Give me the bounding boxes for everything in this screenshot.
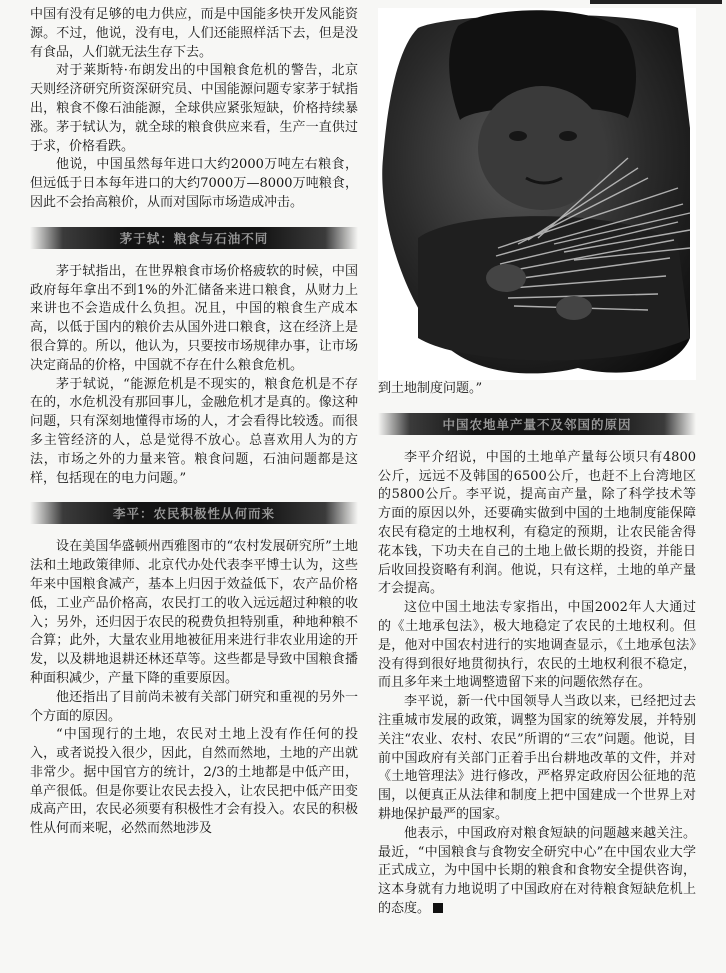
paragraph: [378, 825, 696, 919]
paragraph: 设在美国华盛顿州西雅图市的“农村发展研究所”土地法和土地政策律师、北京代办处代表李平博士认为，这些年来中国粮食减产，基本上归因于效益低下，农产品价格低，工业产品价格高，农民打工的收入远远超过种粮的收入；另外，还归因于农民的税费负担特别重，种地种粮不合算；此外，大量农业用地被征用来进行非农业用途的开发，以及耕地退耕还林还草等。这些都是导致中国粮食播种面积减少，产量下降的重要原因。: [30, 539, 358, 686]
paragraph: 中国有没有足够的电力供应，而是中国能多快开发风能资源。不过，他说，没有电，人们还能照样活下去，但是没有食品，人们就无法生存下去。: [30, 7, 358, 60]
photo-farmer-with-straw-icon: [378, 8, 696, 380]
paragraph: 李平介绍说，中国的土地单产量每公顷只有4800公斤，远远不及韩国的6500公斤，也赶不上台湾地区的5800公斤。李平说，提高亩产量，除了科学技术等方面的原因以外，还要确实做到中国的土地制度能保障农民有稳定的土地权利，有稳定的预期，让农民能舍得花本钱，下功夫在自己的土地上做长期的投资，并能日后收回投资略有利润。他说，只有这样，土地的单产量才会提高。: [378, 449, 696, 597]
paragraph-text: 他表示，中国政府对粮食短缺的问题越来越关注。最近，“中国粮食与食物安全研究中心”在中国农业大学正式成立，为中国中长期的粮食和食物安全提供咨询，这本身就有力地说明了中国政府在对待粮食短缺危机上的态度。: [378, 825, 696, 916]
paragraph: 茅于轼指出，在世界粮食市场价格疲软的时候，中国政府每年拿出不到1%的外汇储备来进口粮食，从财力上来讲也不会造成什么负担。况且，中国的粮食生产成本高，以低于国内的粮价去从国外进口粮食，这在经济上是很合算的。所以，他认为，只要按市场规律办事，让市场决定商品的价格，中国就不存在什么粮食危机。: [30, 263, 358, 373]
paragraph: 茅于轼说，“能源危机是不现实的，粮食危机是不存在的，水危机没有那回事儿，金融危机才是真的。像这种问题，只有深刻地懂得市场的人，才会看得比较透。而很多主管经济的人，总是觉得不放心。总喜欢用人为的方法，市场之外的力量来管。粮食问题，石油问题都是这样，包括现在的电力问题。”: [30, 376, 358, 486]
section-heading-banner: [30, 502, 358, 524]
section-heading-banner: [378, 413, 696, 435]
photo-farmer-with-straw: [378, 8, 696, 380]
section-heading-text: 茅于轼：粮食与石油不同: [119, 230, 269, 246]
section-heading-text: 李平：农民积极性从何而来: [112, 506, 275, 522]
paragraph: 对于莱斯特·布朗发出的中国粮食危机的警告，北京天则经济研究所资深研究员、中国能源问题专家茅于轼指出，粮食不像石油能源，全球供应紧张短缺，价格持续暴涨。茅于轼认为，就全球的粮食供应来看，生产一直供过于求，价格看跌。: [30, 63, 358, 154]
paragraph: 他说，中国虽然每年进口大约2000万吨左右粮食，但远低于日本每年进口的大约7000万—8000万吨粮食，因此不会抬高粮价，从而对国际市场造成冲击。: [30, 157, 358, 210]
left-column: [30, 6, 358, 839]
paragraph: 李平说，新一代中国领导人当政以来，已经把过去注重城市发展的政策，调整为国家的统筹发展，并特别关注“农业、农村、农民”所谓的“三农”问题。他说，目前中国政府有关部门正着手出台耕地改革的文件，并对《土地管理法》进行修改，严格界定政府因公征地的范围，以便真正从法律和制度上把中国建成一个世界上对耕地保护最严的国家。: [378, 694, 696, 822]
section-heading-banner: [30, 227, 358, 249]
right-column: [378, 380, 696, 919]
caption-continuation: 到土地制度问题。”: [378, 381, 483, 396]
header-rule: [590, 0, 722, 4]
paragraph: 他还指出了目前尚未被有关部门研究和重视的另外一个方面的原因。: [30, 689, 358, 724]
end-mark-icon: [433, 903, 443, 913]
section-heading-text: 中国农地单产量不及邻国的原因: [442, 416, 632, 432]
paragraph: “中国现行的土地，农民对土地上没有作任何的投入，或者说投入很少，因此，自然而然地，土地的产出就非常少。据中国官方的统计，2/3的土地都是中低产田，单产很低。但是你要让农民去投入，让农民把中低产田变成高产田，农民必须要有积极性才会有投入。农民的积极性从何而来呢，必然而然地涉及: [30, 727, 358, 837]
paragraph: 这位中国土地法专家指出，中国2002年人大通过的《土地承包法》，极大地稳定了农民的土地权利。但是，他对中国农村进行的实地调查显示，《土地承包法》没有得到很好地贯彻执行，农民的土地权利很不稳定，而且多年来土地调整遗留下来的问题依然存在。: [378, 600, 696, 691]
